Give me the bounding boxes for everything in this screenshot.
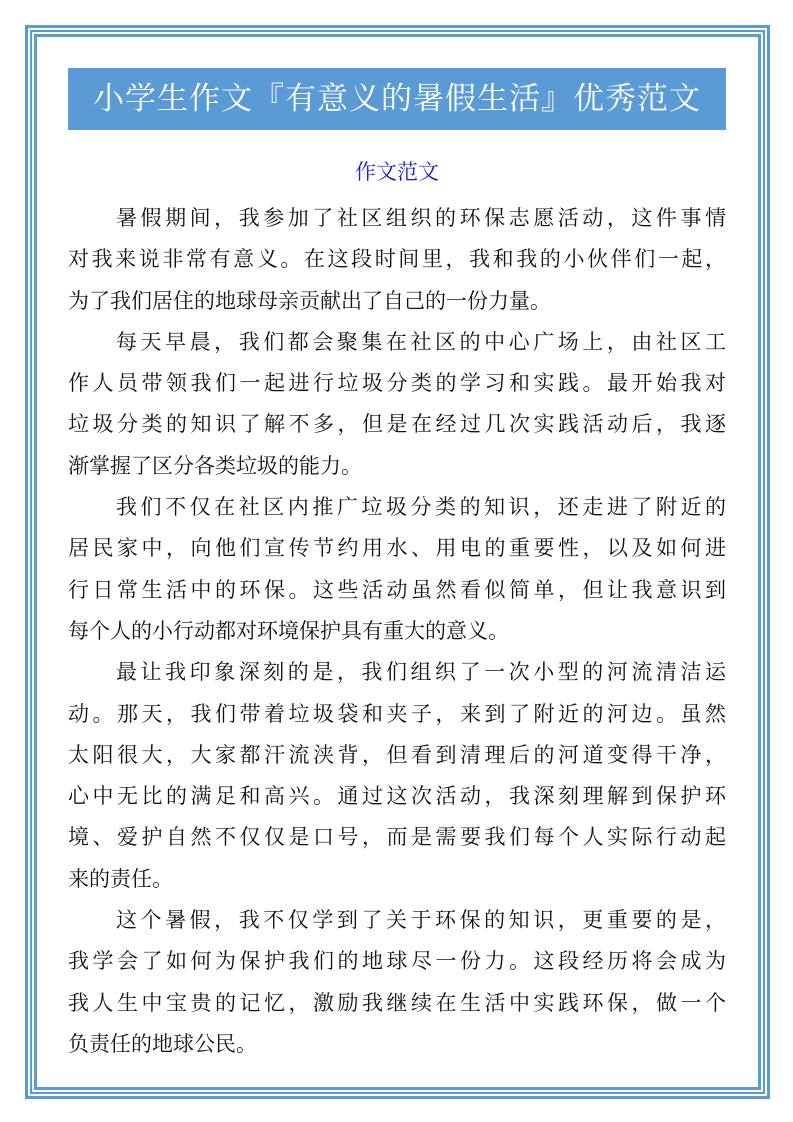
paragraph-line: 为了我们居住的地球母亲贡献出了自己的一份力量。 (68, 288, 551, 313)
paragraph-line: 动。那天，我们带着垃圾袋和夹子，来到了附近的河边。虽然 (68, 701, 726, 726)
paragraph-line: 来的责任。 (68, 866, 173, 891)
paragraph-line: 我们不仅在社区内推广垃圾分类的知识，还走进了附近的 (116, 495, 726, 520)
essay-body (68, 198, 726, 1065)
paragraph-line: 太阳很大，大家都汗流浃背，但看到清理后的河道变得干净， (68, 742, 726, 767)
paragraph-line: 对我来说非常有意义。在这段时间里，我和我的小伙伴们一起， (68, 247, 726, 272)
paragraph-line: 境、爱护自然不仅仅是口号，而是需要我们每个人实际行动起 (68, 825, 726, 850)
paragraph-line: 渐掌握了区分各类垃圾的能力。 (68, 453, 362, 478)
paragraph-line: 我学会了如何为保护我们的地球尽一份力。这段经历将会成为 (68, 949, 726, 974)
paragraph-line: 这个暑假，我不仅学到了关于环保的知识，更重要的是， (116, 908, 726, 933)
paragraph-line: 每个人的小行动都对环境保护具有重大的意义。 (68, 618, 509, 643)
subtitle: 作文范文 (355, 160, 439, 184)
paragraph-line: 最让我印象深刻的是，我们组织了一次小型的河流清洁运 (116, 660, 726, 685)
paragraph-line: 垃圾分类的知识了解不多，但是在经过几次实践活动后，我逐 (68, 412, 726, 437)
paragraph-line: 我人生中宝贵的记忆，激励我继续在生活中实践环保，做一个 (68, 990, 726, 1015)
paragraph-line: 居民家中，向他们宣传节约用水、用电的重要性，以及如何进 (68, 536, 726, 561)
title-banner: 小学生作文『有意义的暑假生活』优秀范文 (68, 68, 726, 130)
paragraph-line: 每天早晨，我们都会聚集在社区的中心广场上，由社区工 (116, 329, 726, 354)
paragraph-line: 暑假期间，我参加了社区组织的环保志愿活动，这件事情 (116, 206, 726, 230)
paragraph-line: 负责任的地球公民。 (68, 1031, 257, 1056)
paragraph-line: 作人员带领我们一起进行垃圾分类的学习和实践。最开始我对 (68, 371, 726, 396)
paragraph-line: 行日常生活中的环保。这些活动虽然看似简单，但让我意识到 (68, 577, 726, 602)
paragraph-line: 心中无比的满足和高兴。通过这次活动，我深刻理解到保护环 (68, 784, 726, 809)
